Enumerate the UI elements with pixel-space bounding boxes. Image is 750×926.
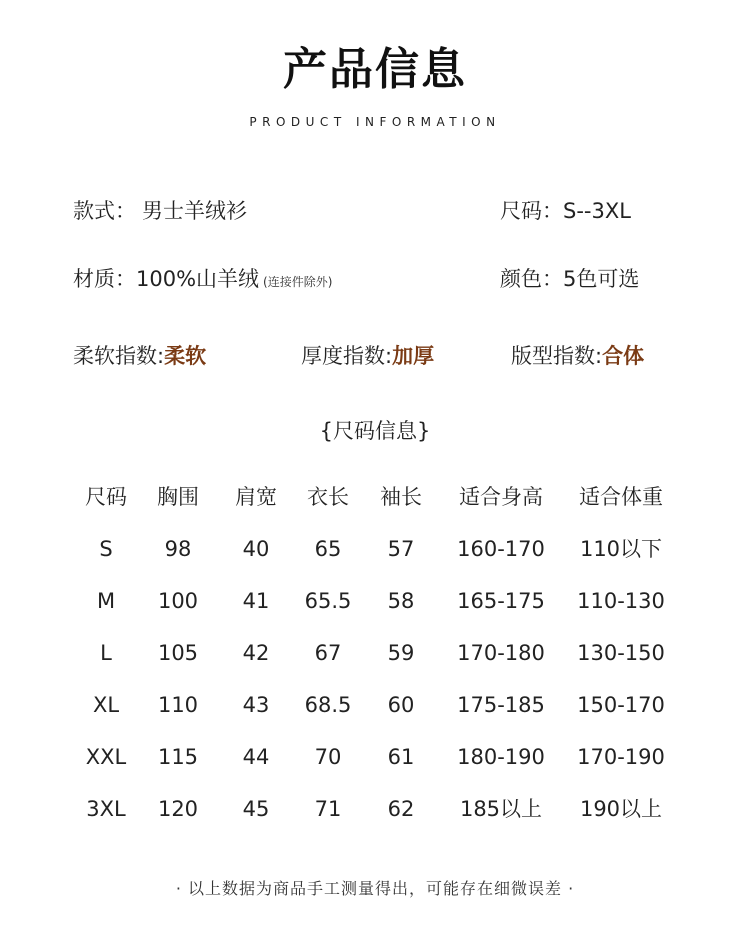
table-row <box>0 792 750 844</box>
height-cell: 170-180 <box>457 641 545 665</box>
header-shoulder: 肩宽 <box>235 485 277 509</box>
chest-cell: 120 <box>157 797 199 821</box>
page-title: 产品信息 <box>283 44 467 95</box>
sleeve-cell: 59 <box>387 641 415 665</box>
chest-cell: 100 <box>157 589 199 613</box>
shoulder-cell: 45 <box>242 797 270 821</box>
table-row <box>0 584 750 636</box>
weight-cell: 170-190 <box>577 745 665 769</box>
height-cell: 165-175 <box>457 589 545 613</box>
shoulder-cell: 40 <box>242 537 270 561</box>
style-info <box>73 196 247 226</box>
material-note: (连接件除外) <box>263 275 333 289</box>
table-row <box>0 688 750 740</box>
header-size: 尺码 <box>85 485 127 509</box>
table-row <box>0 740 750 792</box>
softness-index <box>73 341 206 371</box>
weight-cell: 150-170 <box>577 693 665 717</box>
material-info <box>73 264 332 297</box>
sleeve-cell: 62 <box>387 797 415 821</box>
chest-cell: 98 <box>164 537 192 561</box>
page-subtitle: PRODUCT INFORMATION <box>249 115 501 129</box>
chest-cell: 105 <box>157 641 199 665</box>
length-cell: 71 <box>314 797 342 821</box>
material-value: 100%山羊绒 <box>136 267 260 291</box>
softness-label: 柔软指数: <box>73 344 165 368</box>
size-cell: M <box>96 589 116 613</box>
weight-cell: 130-150 <box>577 641 665 665</box>
thickness-value: 加厚 <box>392 344 435 368</box>
thickness-label: 厚度指数: <box>301 344 393 368</box>
height-cell: 175-185 <box>457 693 545 717</box>
weight-cell: 190以上 <box>579 797 663 821</box>
length-cell: 70 <box>314 745 342 769</box>
weight-cell: 110-130 <box>577 589 665 613</box>
size-cell: XL <box>92 693 120 717</box>
style-label: 款式： <box>73 199 136 223</box>
style-value: 男士羊绒衫 <box>142 199 247 223</box>
height-cell: 180-190 <box>457 745 545 769</box>
fit-index <box>511 341 644 371</box>
shoulder-cell: 42 <box>242 641 270 665</box>
chest-cell: 110 <box>157 693 199 717</box>
length-cell: 67 <box>314 641 342 665</box>
size-chart-table <box>0 480 750 844</box>
header-weight: 适合体重 <box>579 485 663 509</box>
sleeve-cell: 58 <box>387 589 415 613</box>
header-sleeve: 袖长 <box>380 485 422 509</box>
header-height: 适合身高 <box>459 485 543 509</box>
size-cell: XXL <box>85 745 127 769</box>
chest-cell: 115 <box>157 745 199 769</box>
color-label: 颜色： <box>500 267 563 291</box>
size-cell: S <box>99 537 113 561</box>
color-info <box>500 264 639 294</box>
table-row <box>0 636 750 688</box>
size-chart-header-row <box>0 480 750 532</box>
sleeve-cell: 57 <box>387 537 415 561</box>
weight-cell: 110以下 <box>579 537 663 561</box>
length-cell: 68.5 <box>304 693 352 717</box>
header-chest: 胸围 <box>157 485 199 509</box>
length-cell: 65 <box>314 537 342 561</box>
sleeve-cell: 61 <box>387 745 415 769</box>
height-cell: 185以上 <box>459 797 543 821</box>
size-cell: L <box>100 641 112 665</box>
shoulder-cell: 41 <box>242 589 270 613</box>
size-label: 尺码： <box>500 199 563 223</box>
sleeve-cell: 60 <box>387 693 415 717</box>
header-length: 衣长 <box>307 485 349 509</box>
softness-value: 柔软 <box>164 344 207 368</box>
material-label: 材质： <box>73 267 136 291</box>
size-value: S--3XL <box>563 199 631 223</box>
fit-label: 版型指数: <box>511 344 603 368</box>
size-info <box>500 196 631 226</box>
fit-value: 合体 <box>602 344 645 368</box>
measurement-disclaimer: · 以上数据为商品手工测量得出，可能存在细微误差 · <box>175 879 575 898</box>
shoulder-cell: 43 <box>242 693 270 717</box>
table-row <box>0 532 750 584</box>
size-cell: 3XL <box>86 797 126 821</box>
color-value: 5色可选 <box>563 267 640 291</box>
length-cell: 65.5 <box>304 589 352 613</box>
thickness-index <box>301 341 434 371</box>
shoulder-cell: 44 <box>242 745 270 769</box>
size-chart-title: {尺码信息} <box>319 419 431 443</box>
height-cell: 160-170 <box>457 537 545 561</box>
